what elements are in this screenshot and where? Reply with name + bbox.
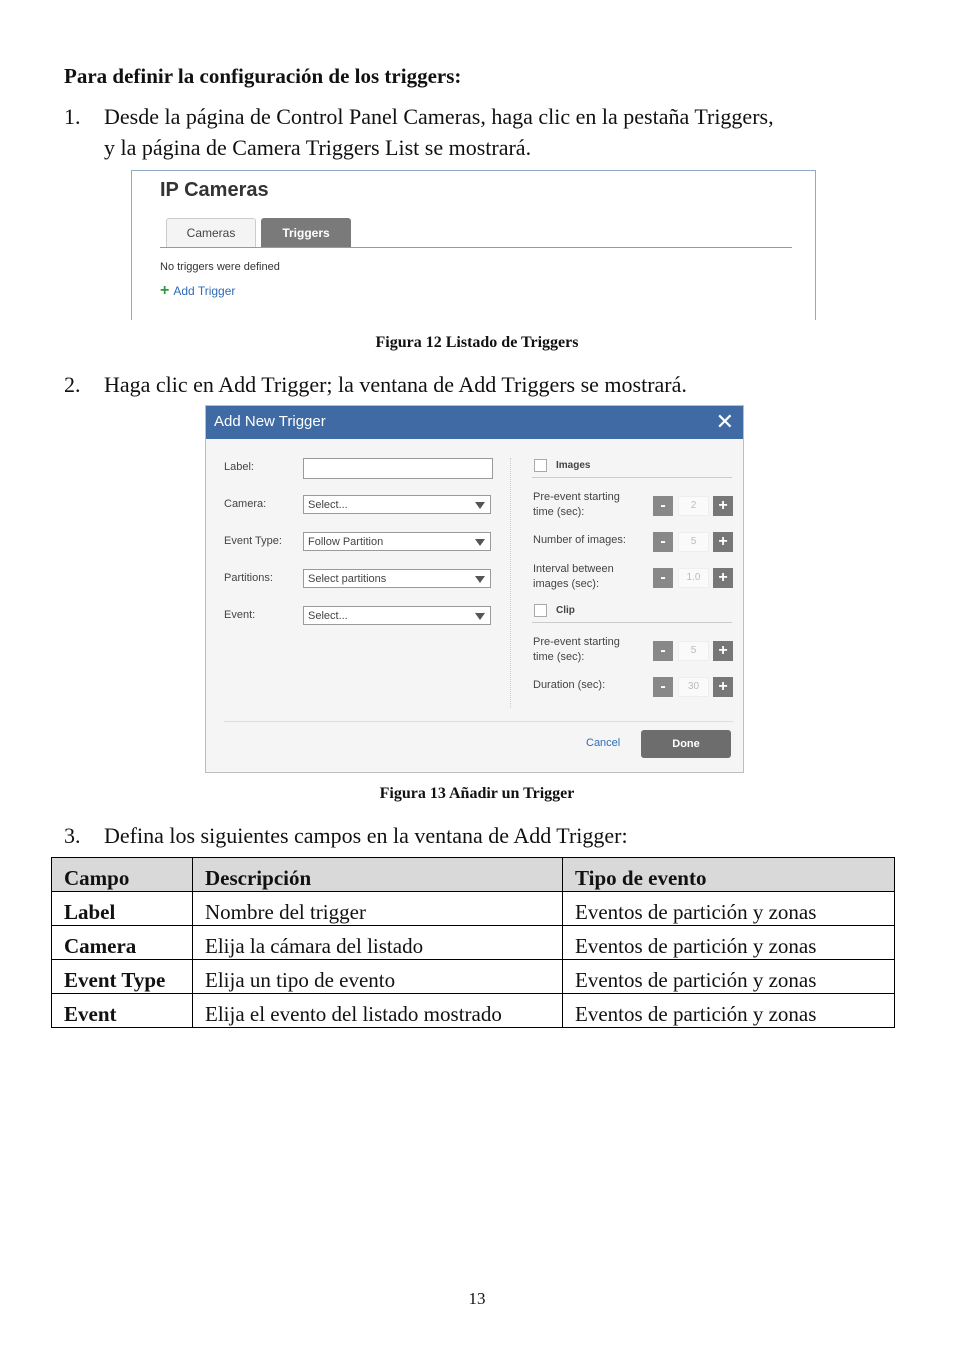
- cancel-button[interactable]: Cancel: [586, 737, 621, 749]
- table-cell: Label: [52, 892, 193, 926]
- decrement-button[interactable]: -: [653, 677, 673, 697]
- images-pre-event-value[interactable]: 2: [678, 496, 709, 516]
- label-line: Pre-event starting: [533, 491, 620, 503]
- tab-cameras[interactable]: Cameras: [166, 218, 256, 248]
- panel-title: IP Cameras: [160, 179, 269, 201]
- increment-button[interactable]: +: [713, 641, 733, 661]
- table-cell: Elija un tipo de evento: [193, 960, 563, 994]
- interval-value[interactable]: 1.0: [678, 568, 709, 588]
- increment-button[interactable]: +: [713, 677, 733, 697]
- step-text: Haga clic en Add Trigger; la ventana de Add Triggers se mostrará.: [104, 372, 687, 397]
- table-cell: Eventos de partición y zonas: [563, 926, 895, 960]
- tab-triggers[interactable]: Triggers: [261, 218, 351, 248]
- step-text: Defina los siguientes campos en la ventana de Add Trigger:: [104, 823, 628, 848]
- chevron-down-icon: [475, 613, 485, 620]
- interval-label: [533, 562, 614, 592]
- table-row: [52, 994, 895, 1028]
- images-checkbox[interactable]: [534, 459, 547, 472]
- table-cell: Camera: [52, 926, 193, 960]
- event-type-field-label: Event Type:: [224, 535, 282, 547]
- step-3: [64, 820, 924, 851]
- duration-label: Duration (sec):: [533, 679, 606, 691]
- clip-checkbox[interactable]: [534, 604, 547, 617]
- footer-divider: [224, 721, 733, 722]
- label-line: Pre-event starting: [533, 636, 620, 648]
- step-text-continued: y la página de Camera Triggers List se mostrará.: [104, 135, 532, 160]
- number-of-images-label: Number of images:: [533, 534, 626, 546]
- increment-button[interactable]: +: [713, 568, 733, 588]
- label-input[interactable]: [303, 458, 493, 479]
- dialog-title: Add New Trigger: [214, 413, 326, 430]
- duration-value[interactable]: 30: [678, 677, 709, 697]
- camera-select-value: Select...: [308, 499, 348, 511]
- event-select-value: Select...: [308, 610, 348, 622]
- section-heading: Para definir la configuración de los triggers:: [64, 64, 462, 88]
- close-icon[interactable]: ✕: [715, 409, 734, 434]
- column-divider: [510, 458, 512, 708]
- add-trigger-label: Add Trigger: [173, 284, 236, 298]
- step-number: 3.: [64, 823, 81, 848]
- table-row: [52, 892, 895, 926]
- step-number: 2.: [64, 372, 81, 397]
- clip-section-title: Clip: [556, 605, 575, 616]
- label-line: time (sec):: [533, 651, 585, 663]
- label-line: Interval between: [533, 563, 614, 575]
- empty-state-text: No triggers were defined: [160, 261, 280, 273]
- event-select[interactable]: [303, 606, 491, 625]
- table-cell: Eventos de partición y zonas: [563, 994, 895, 1028]
- label-field-label: Label:: [224, 461, 254, 473]
- decrement-button[interactable]: -: [653, 496, 673, 516]
- camera-select[interactable]: [303, 495, 491, 514]
- images-section-title: Images: [556, 460, 591, 471]
- decrement-button[interactable]: -: [653, 641, 673, 661]
- table-row: [52, 960, 895, 994]
- step-number: 1.: [64, 104, 81, 129]
- step-1: [64, 101, 924, 165]
- column-header: Campo: [52, 858, 193, 892]
- clip-pre-event-value[interactable]: 5: [678, 641, 709, 661]
- page-number: 13: [468, 1289, 486, 1308]
- label-line: images (sec):: [533, 578, 600, 590]
- add-trigger-dialog: [205, 405, 744, 773]
- table-cell: Event Type: [52, 960, 193, 994]
- section-divider: [532, 477, 732, 478]
- partitions-field-label: Partitions:: [224, 572, 273, 584]
- increment-button[interactable]: +: [713, 532, 733, 552]
- table-cell: Elija la cámara del listado: [193, 926, 563, 960]
- step-text: Desde la página de Control Panel Cameras, haga clic en la pestaña Triggers,: [104, 104, 774, 129]
- decrement-button[interactable]: -: [653, 532, 673, 552]
- chevron-down-icon: [475, 576, 485, 583]
- table-header-row: [52, 858, 895, 892]
- table-cell: Eventos de partición y zonas: [563, 960, 895, 994]
- plus-icon: +: [160, 282, 170, 299]
- done-button[interactable]: Done: [641, 730, 731, 758]
- increment-button[interactable]: +: [713, 496, 733, 516]
- number-of-images-value[interactable]: 5: [678, 532, 709, 552]
- column-header: Descripción: [193, 858, 563, 892]
- fields-table: [51, 857, 895, 1028]
- partitions-select[interactable]: [303, 569, 491, 588]
- chevron-down-icon: [475, 539, 485, 546]
- decrement-button[interactable]: -: [653, 568, 673, 588]
- chevron-down-icon: [475, 502, 485, 509]
- images-pre-event-label: [533, 490, 620, 520]
- figure-caption: Figura 13 Añadir un Trigger: [379, 785, 575, 802]
- table-cell: Event: [52, 994, 193, 1028]
- table-cell: Eventos de partición y zonas: [563, 892, 895, 926]
- dialog-header: [206, 406, 743, 439]
- camera-field-label: Camera:: [224, 498, 267, 510]
- tab-divider: [160, 247, 792, 248]
- table-row: [52, 926, 895, 960]
- add-trigger-link[interactable]: [160, 282, 235, 300]
- event-type-select-value: Follow Partition: [308, 536, 384, 548]
- ip-cameras-screenshot: [131, 170, 816, 320]
- partitions-select-value: Select partitions: [308, 573, 387, 585]
- event-field-label: Event:: [224, 609, 256, 621]
- figure-caption: Figura 12 Listado de Triggers: [375, 334, 579, 351]
- section-divider: [532, 622, 732, 623]
- event-type-select[interactable]: [303, 532, 491, 551]
- step-2: [64, 369, 924, 400]
- table-cell: Elija el evento del listado mostrado: [193, 994, 563, 1028]
- column-header: Tipo de evento: [563, 858, 895, 892]
- clip-pre-event-label: [533, 635, 620, 665]
- table-cell: Nombre del trigger: [193, 892, 563, 926]
- label-line: time (sec):: [533, 506, 585, 518]
